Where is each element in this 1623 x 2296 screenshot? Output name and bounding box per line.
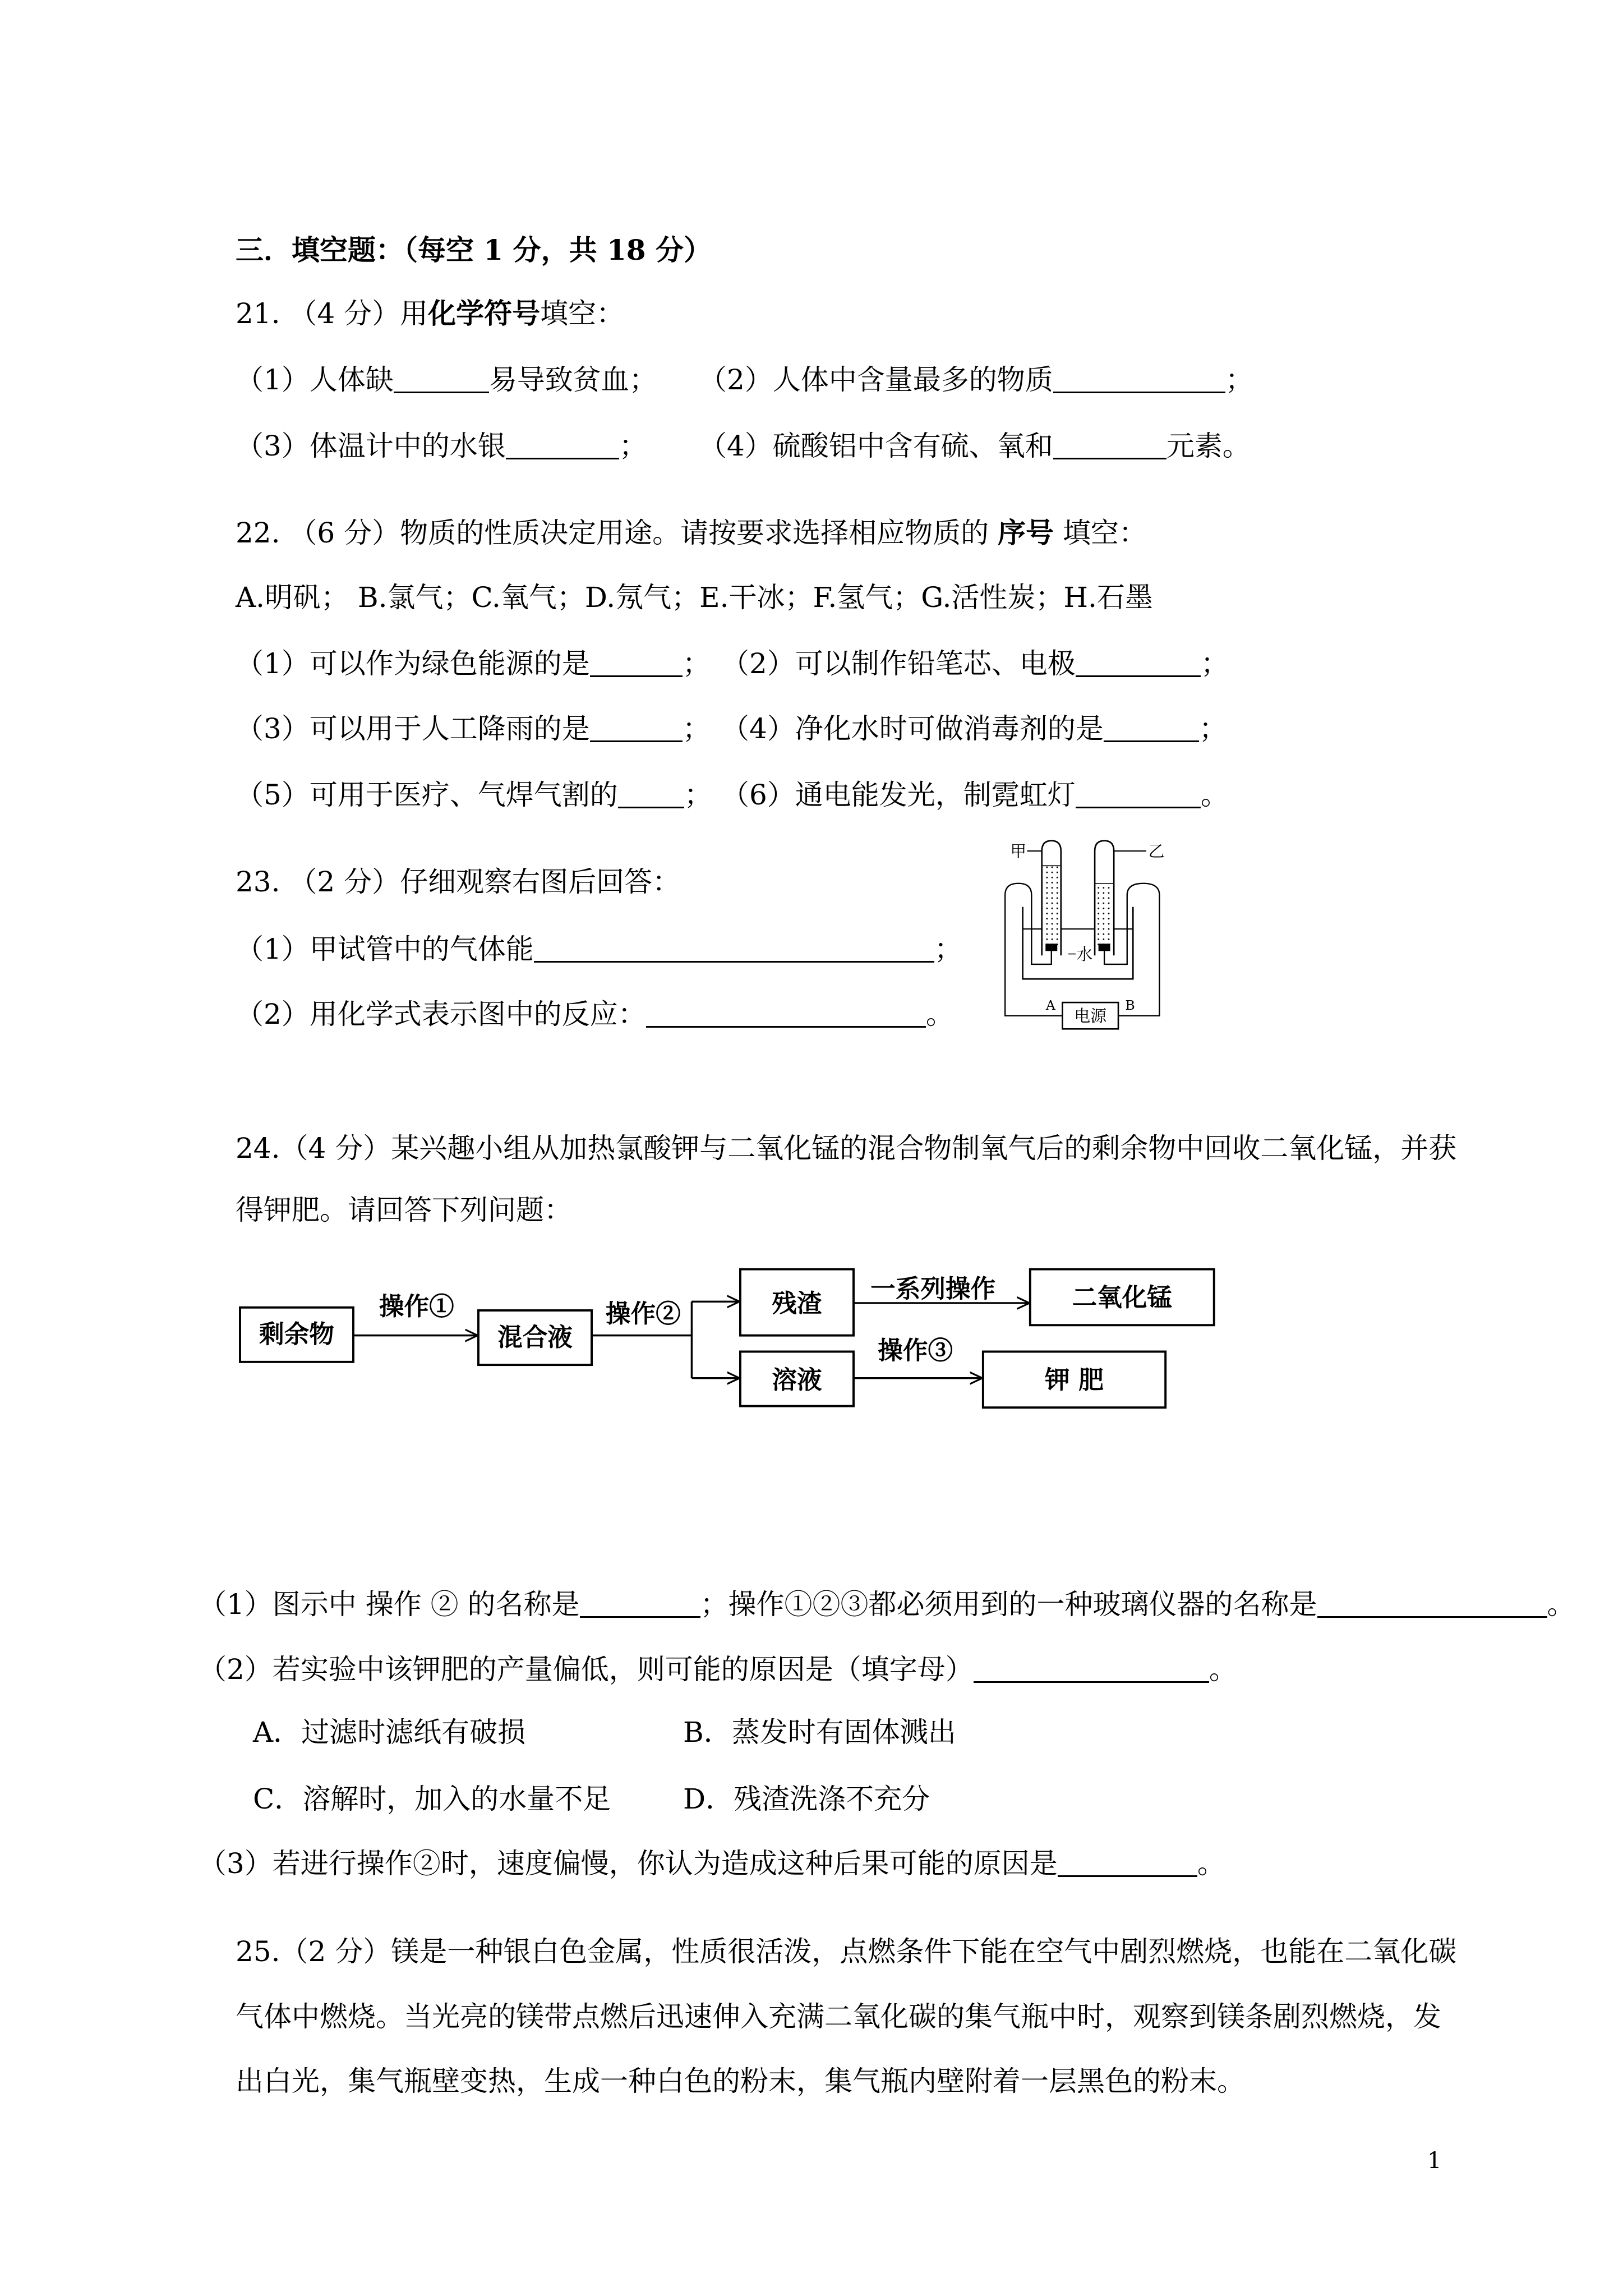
q21-item-2: [699, 363, 1253, 397]
electrode-left: [1045, 944, 1057, 951]
q22-item-2-pre: （2）可以制作铅笔芯、电极: [721, 647, 1076, 680]
q24-choice-b: B．蒸发时有固体溅出: [683, 1716, 956, 1749]
q24-sub-1: [199, 1588, 1575, 1621]
q25-line-1: 25.（2 分）镁是一种银白色金属，性质很活泼，点燃条件下能在空气中剧烈燃烧，也能在二氧化碳: [236, 1935, 1457, 1968]
label-water: 水: [1076, 945, 1093, 964]
tube-jia-liquid: [1043, 866, 1060, 948]
q23-item-1-pre: （1）甲试管中的气体能: [236, 933, 534, 965]
op3-label: 操作③: [878, 1335, 953, 1365]
tube-yi-liquid: [1095, 884, 1113, 948]
page-number: 1: [1427, 2148, 1442, 2174]
q22-stem-bold: 序号: [998, 516, 1054, 549]
answer-blank: [506, 435, 619, 459]
q24-stem-line-2: 得钾肥。请回答下列问题：: [236, 1194, 572, 1226]
q24-sub-3-post: 。: [1197, 1847, 1225, 1880]
q22-options: A.明矾； B.氯气；C.氧气；D.氖气；E.干冰；F.氢气；G.活性炭；H.石墨: [236, 581, 1153, 614]
q24-choice-c: C．溶解时，加入的水量不足: [253, 1783, 611, 1815]
answer-blank: [1076, 653, 1201, 677]
box-mixture-label: 混合液: [497, 1322, 573, 1352]
answer-blank: [1053, 435, 1166, 459]
terminal-a-label: A: [1045, 997, 1055, 1014]
q22-item-5-post: ；: [684, 779, 712, 811]
q22-stem-post: 填空：: [1054, 517, 1147, 549]
q24-stem-line-1: 24.（4 分）某兴趣小组从加热氯酸钾与二氧化锰的混合物制氧气后的剩余物中回收二氧化锰，并获: [236, 1132, 1457, 1165]
answer-blank: [590, 718, 683, 742]
q21-item-1-post: 易导致贫血；: [488, 364, 657, 396]
answer-blank: [580, 1594, 700, 1618]
q21-stem-bold: 化学符号: [428, 297, 541, 330]
q22-item-5: [236, 778, 712, 812]
q22-stem-pre: 22. （6 分）物质的性质决定用途。请按要求选择相应物质的: [236, 517, 998, 549]
power-supply-label: 电源: [1074, 1006, 1107, 1026]
q23-item-2-pre: （2）用化学式表示图中的反应：: [236, 998, 646, 1030]
q24-sub-3-pre: （3）若进行操作②时，速度偏慢，你认为造成这种后果可能的原因是: [199, 1847, 1058, 1880]
box-residue-label: 剩余物: [259, 1319, 334, 1349]
q24-sub-2-post: 。: [1209, 1653, 1237, 1686]
q25-line-2: 气体中燃烧。当光亮的镁带点燃后迅速伸入充满二氧化碳的集气瓶中时，观察到镁条剧烈燃烧，发: [236, 2000, 1441, 2033]
box-mno2-label: 二氧化锰: [1072, 1282, 1172, 1313]
op1-label: 操作①: [379, 1291, 454, 1321]
answer-blank: [394, 369, 489, 393]
q24-sub-1-mid: ；操作①②③都必须用到的一种玻璃仪器的名称是: [700, 1588, 1317, 1621]
beaker: [1023, 907, 1133, 979]
q22-item-3-pre: （3）可以用于人工降雨的是: [236, 712, 590, 745]
answer-blank: [1058, 1853, 1197, 1877]
q21-item-2-post: ；: [1225, 364, 1253, 396]
answer-blank: [534, 938, 934, 963]
q24-sub-3: [199, 1847, 1225, 1880]
q22-stem: [236, 516, 1147, 550]
q21-item-3: [236, 429, 647, 463]
answer-blank: [974, 1659, 1209, 1683]
q22-item-5-pre: （5）可用于医疗、气焊气割的: [236, 779, 618, 811]
q22-item-3-post: ；: [682, 712, 711, 745]
series-ops-label: 一系列操作: [870, 1273, 996, 1304]
q24-sub-1-pre: （1）图示中 操作 ② 的名称是: [199, 1588, 580, 1621]
q23-item-1: [236, 932, 962, 966]
q24-choice-d: D．残渣洗涤不充分: [683, 1783, 930, 1815]
q22-item-2: [721, 647, 1229, 680]
q23-stem: 23. （2 分）仔细观察右图后回答：: [236, 866, 681, 898]
answer-blank: [618, 784, 684, 808]
q24-choice-a: A．过滤时滤纸有破损: [253, 1716, 526, 1749]
q21-item-3-post: ；: [619, 430, 647, 462]
q22-item-4-pre: （4）净化水时可做消毒剂的是: [721, 712, 1104, 745]
electrode-right: [1099, 944, 1110, 951]
q23-item-1-post: ；: [934, 933, 962, 965]
q21-item-2-pre: （2）人体中含量最多的物质: [699, 364, 1053, 396]
q22-item-3: [236, 712, 711, 746]
q22-item-4: [721, 712, 1227, 746]
q22-item-1-pre: （1）可以作为绿色能源的是: [236, 647, 590, 680]
answer-blank: [1053, 369, 1225, 393]
recovery-flowchart: [228, 1259, 1229, 1421]
q25-line-3: 出白光，集气瓶壁变热，生成一种白色的粉末，集气瓶内壁附着一层黑色的粉末。: [236, 2065, 1245, 2097]
q22-item-1-post: ；: [682, 647, 711, 680]
q21-item-1: [236, 363, 657, 397]
electrolysis-apparatus-figure: [993, 832, 1170, 1038]
q21-item-4-pre: （4）硫酸铝中含有硫、氧和: [699, 430, 1053, 462]
answer-blank: [1317, 1594, 1547, 1618]
answer-blank: [1076, 784, 1201, 808]
section-title: 三．填空题：（每空 1 分，共 18 分）: [236, 233, 712, 266]
q23-item-2-post: 。: [925, 998, 954, 1030]
box-solution-label: 溶液: [772, 1365, 822, 1395]
terminal-b-label: B: [1125, 997, 1135, 1014]
box-potash-label: 钾 肥: [1045, 1365, 1104, 1395]
q24-sub-1-post: 。: [1547, 1588, 1575, 1621]
q22-item-4-post: ；: [1198, 712, 1227, 745]
q22-item-1: [236, 647, 711, 680]
box-slag-label: 残渣: [772, 1288, 822, 1318]
op2-label: 操作②: [605, 1299, 681, 1329]
answer-blank: [1104, 718, 1199, 742]
q21-item-1-pre: （1）人体缺: [236, 364, 394, 396]
q23-item-2: [236, 997, 954, 1031]
label-yi: 乙: [1148, 841, 1165, 861]
q21-stem: [236, 297, 624, 330]
q22-item-6: [721, 778, 1229, 812]
q21-item-3-pre: （3）体温计中的水银: [236, 430, 506, 462]
q24-sub-2: [199, 1653, 1237, 1686]
q22-item-6-post: 。: [1200, 779, 1229, 811]
q22-item-2-post: ；: [1200, 647, 1229, 680]
answer-blank: [646, 1004, 926, 1028]
answer-blank: [590, 653, 683, 677]
q21-stem-post: 填空：: [540, 297, 625, 330]
q21-item-4-post: 元素。: [1166, 430, 1251, 462]
q21-stem-pre: 21. （4 分）用: [236, 297, 428, 330]
label-jia: 甲: [1010, 841, 1027, 861]
q24-sub-2-pre: （2）若实验中该钾肥的产量偏低，则可能的原因是（填字母）: [199, 1653, 974, 1686]
q21-item-4: [699, 429, 1251, 463]
q22-item-6-pre: （6）通电能发光，制霓虹灯: [721, 779, 1076, 811]
